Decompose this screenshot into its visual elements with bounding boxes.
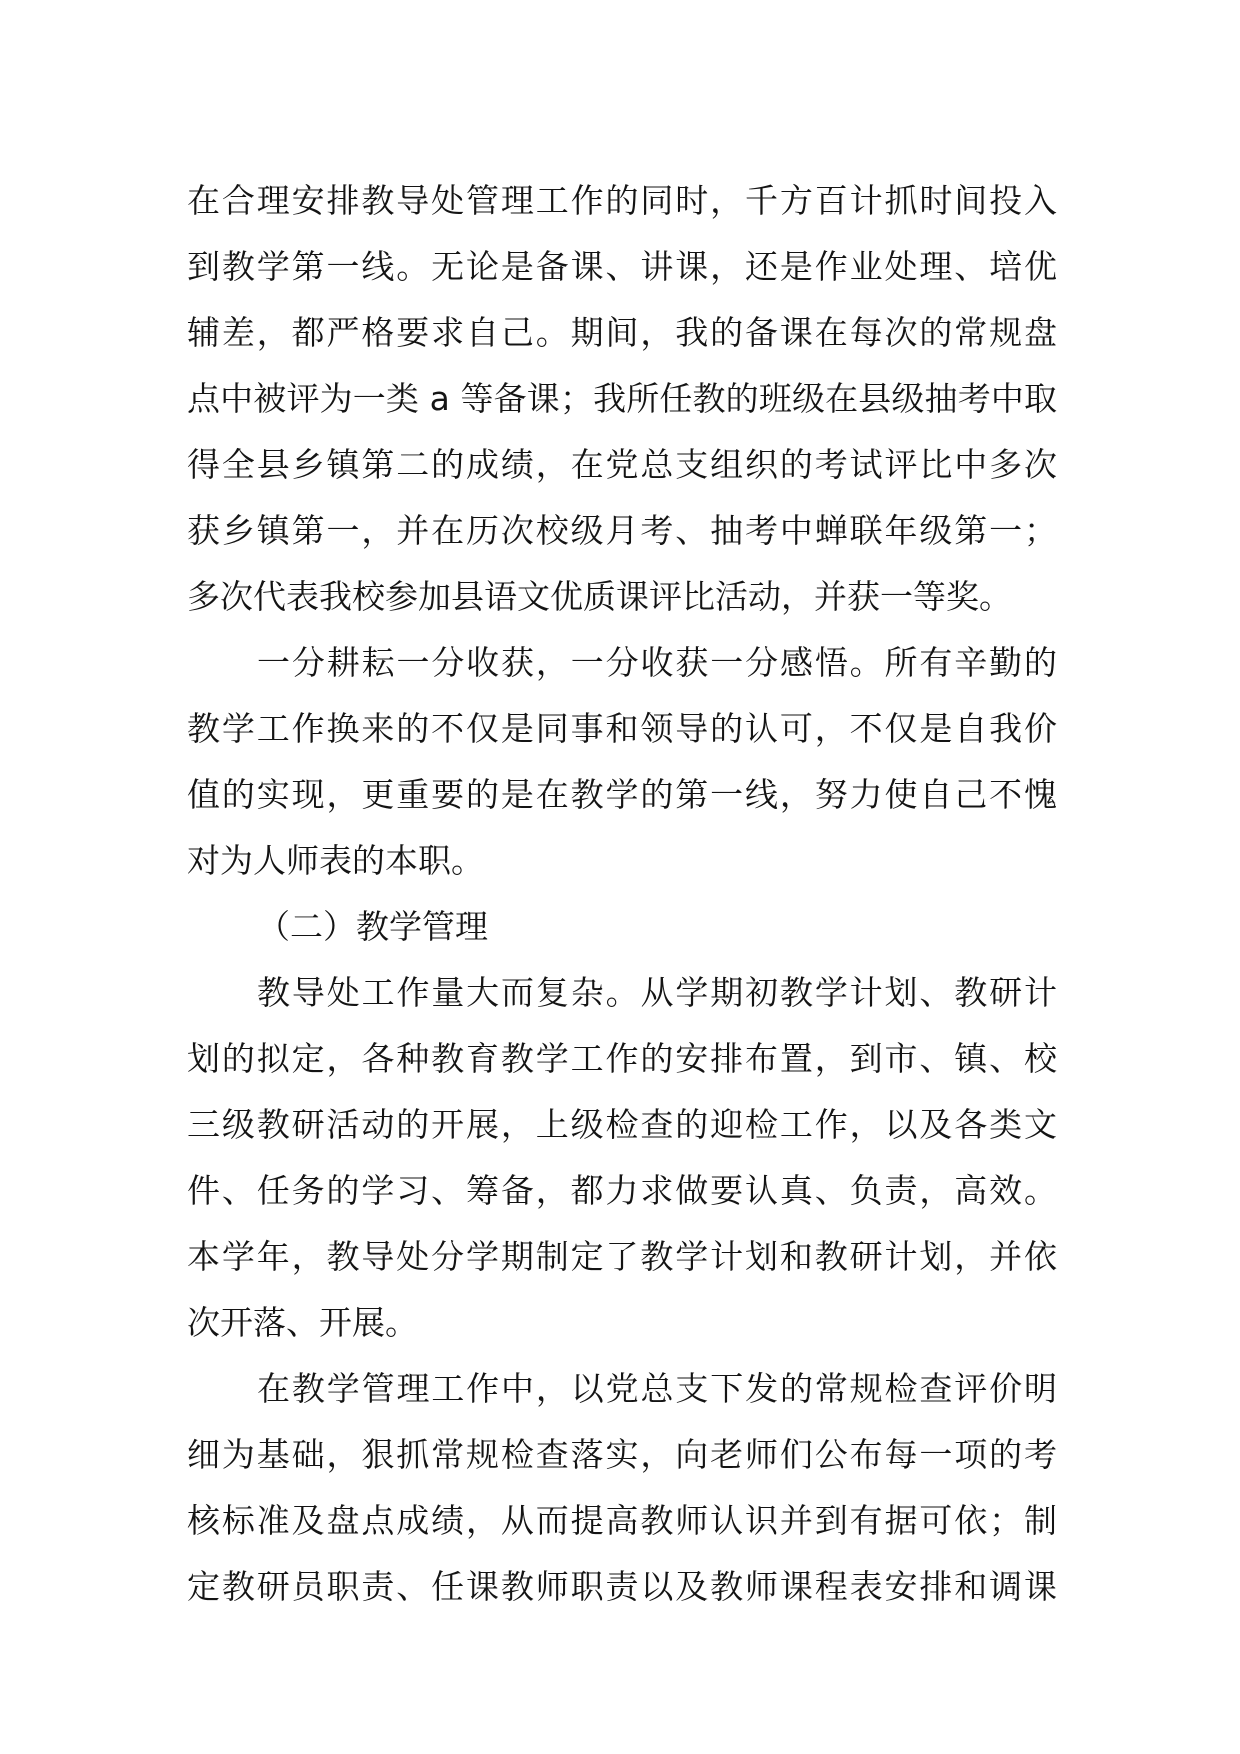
text-line: 在合理安排教导处管理工作的同时，千方百计抓时间投入	[187, 181, 1057, 220]
text-line: 多次代表我校参加县语文优质课评比活动，并获一等奖。	[187, 577, 1012, 616]
text-line: 获乡镇第一，并在历次校级月考、抽考中蝉联年级第一；	[187, 511, 1057, 550]
paragraph-first-line: 一分耕耘一分收获，一分收获一分感悟。所有辛勤的	[257, 643, 1057, 682]
document-page	[187, 168, 1057, 1620]
section-heading: （二）教学管理	[257, 907, 488, 946]
text-line: 细为基础，狠抓常规检查落实，向老师们公布每一项的考	[187, 1435, 1057, 1474]
text-line: 得全县乡镇第二的成绩，在党总支组织的考试评比中多次	[187, 445, 1057, 484]
paragraph-first-line: 教导处工作量大而复杂。从学期初教学计划、教研计	[257, 973, 1057, 1012]
text-line: 次开落、开展。	[187, 1303, 418, 1342]
text-line: 对为人师表的本职。	[187, 841, 484, 880]
text-line: 本学年，教导处分学期制定了教学计划和教研计划，并依	[187, 1237, 1057, 1276]
paragraph-first-line: 在教学管理工作中，以党总支下发的常规检查评价明	[257, 1369, 1057, 1408]
text-line: 教学工作换来的不仅是同事和领导的认可，不仅是自我价	[187, 709, 1057, 748]
text-line: 到教学第一线。无论是备课、讲课，还是作业处理、培优	[187, 247, 1057, 286]
text-line: 辅差，都严格要求自己。期间，我的备课在每次的常规盘	[187, 313, 1057, 352]
text-line: 点中被评为一类 a 等备课；我所任教的班级在县级抽考中取	[187, 379, 1057, 418]
text-line: 值的实现，更重要的是在教学的第一线，努力使自己不愧	[187, 775, 1057, 814]
text-line: 件、任务的学习、筹备，都力求做要认真、负责，高效。	[187, 1171, 1057, 1210]
text-line: 划的拟定，各种教育教学工作的安排布置，到市、镇、校	[187, 1039, 1057, 1078]
text-line: 核标准及盘点成绩，从而提高教师认识并到有据可依；制	[187, 1501, 1057, 1540]
text-line: 三级教研活动的开展，上级检查的迎检工作，以及各类文	[187, 1105, 1057, 1144]
text-line: 定教研员职责、任课教师职责以及教师课程表安排和调课	[187, 1567, 1057, 1606]
